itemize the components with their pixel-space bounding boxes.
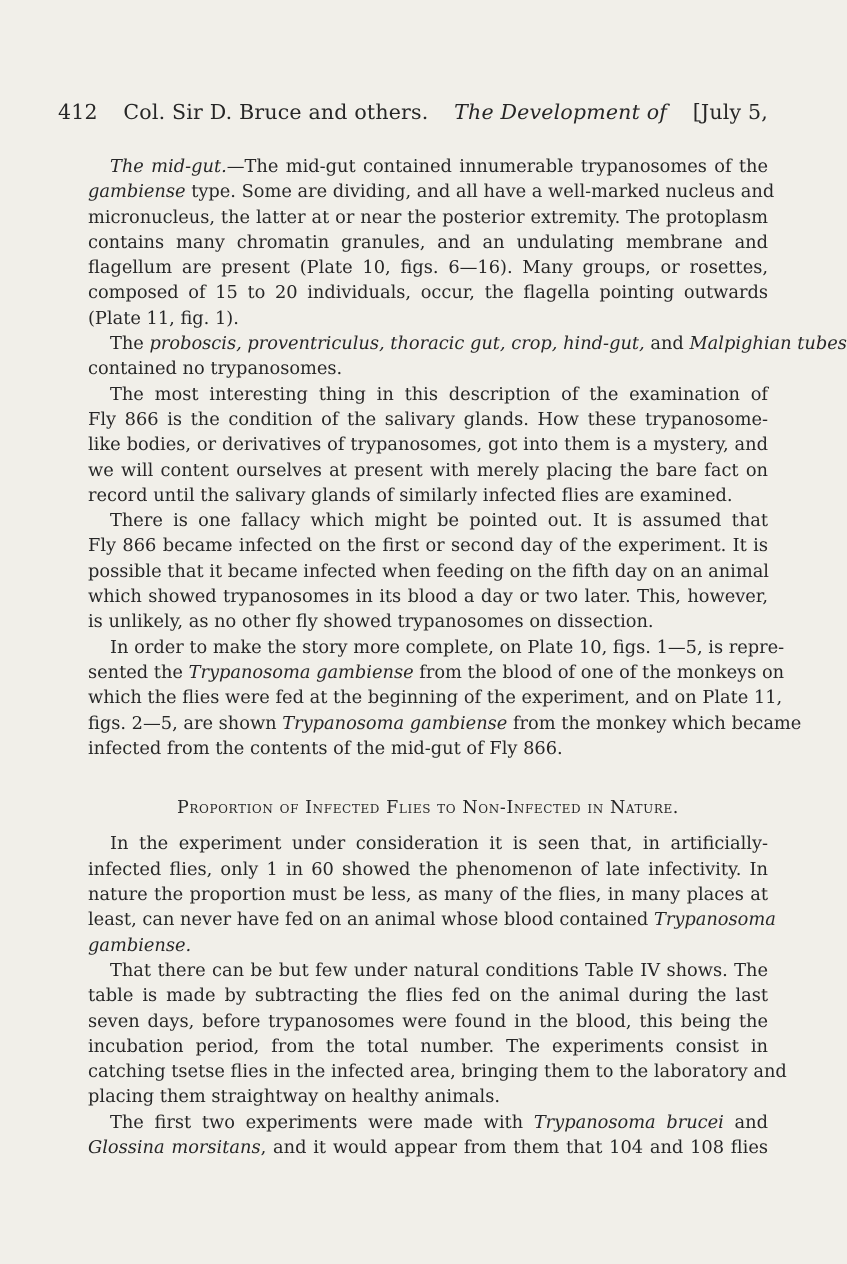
paragraph-other-organs: The proboscis, proventriculus, thoracic gut, crop, hind-gut, and Malpighian tubes contained no trypanosomes. (88, 333, 847, 380)
running-head-date: [July 5, (692, 100, 768, 124)
run-in-heading-mid-gut: The mid-gut. (110, 156, 227, 177)
body-text (88, 154, 847, 1160)
paragraph-experiments: The first two experiments were made with Trypanosoma brucei and Glossina morsitans, and it would appear from them that 104 and 108 flies (88, 1111, 768, 1158)
page-number: 412 (58, 100, 98, 124)
paragraph-proportion: In the experiment under consideration it is seen that, in artificially- infected flies, only 1 in 60 showed the phenomenon of late infectivity. In nature the proportion must be less, as many of the flies, in many places at least, can never have fed on an animal whose blood contained Trypanosoma gambiense. (88, 833, 776, 956)
paragraph-salivary-glands: The most interesting thing in this description of the examination of Fly 866 is the condition of the salivary glands. How these trypanosome- like bodies, or derivatives of trypanosomes, got into them is a mystery, and we will content ourselves at present with merely placing the bare fact on record until the salivary glands of similarly infected flies are examined. (88, 383, 768, 506)
paragraph-table-iv: That there can be but few under natural conditions Table IV shows. The table is made by subtracting the flies fed on the animal during the last seven days, before trypanosomes were found in the blood, this being the incubation period, from the total number. The experiments consist in catching tsetse flies in the infected area, bringing them to the laboratory and placing them straightway on healthy animals. (88, 959, 787, 1108)
running-head-authors: Col. Sir D. Bruce and others. (123, 100, 429, 124)
paragraph-mid-gut: The mid-gut.—The mid-gut contained innumerable trypanosomes of the gambiense type. Some are dividing, and all have a well-marked nucleus and micronucleus, the latter at or near the posterior extremity. The protoplasm contains many chromatin granules, and an undulating membrane and flagellum are present (Plate 10, figs. 6—16). Many groups, or rosettes, composed of 15 to 20 individuals, occur, the flagella pointing outwards (Plate 11, fig. 1). (88, 156, 775, 329)
paragraph-plates: In order to make the story more complete, on Plate 10, figs. 1—5, is repre- sented the Trypanosoma gambiense from the blood of one of the monkeys on which the flies were fed at the beginning of the experiment, and on Plate 11, figs. 2—5, are shown Trypanosoma gambiense from the monkey which became infected from the contents of the mid-gut of Fly 866. (88, 636, 802, 759)
running-head (58, 100, 768, 124)
paragraph-fallacy: There is one fallacy which might be pointed out. It is assumed that Fly 866 became infected on the first or second day of the experiment. It is possible that it became infected when feeding on the fifth day on an animal which showed trypanosomes in its blood a day or two later. This, however, is unlikely, as no other fly showed trypanosomes on dissection. (88, 510, 769, 633)
running-head-title: The Development of (454, 100, 668, 124)
section-heading: Proportion of Infected Flies to Non-Infected in Nature. (177, 798, 679, 819)
